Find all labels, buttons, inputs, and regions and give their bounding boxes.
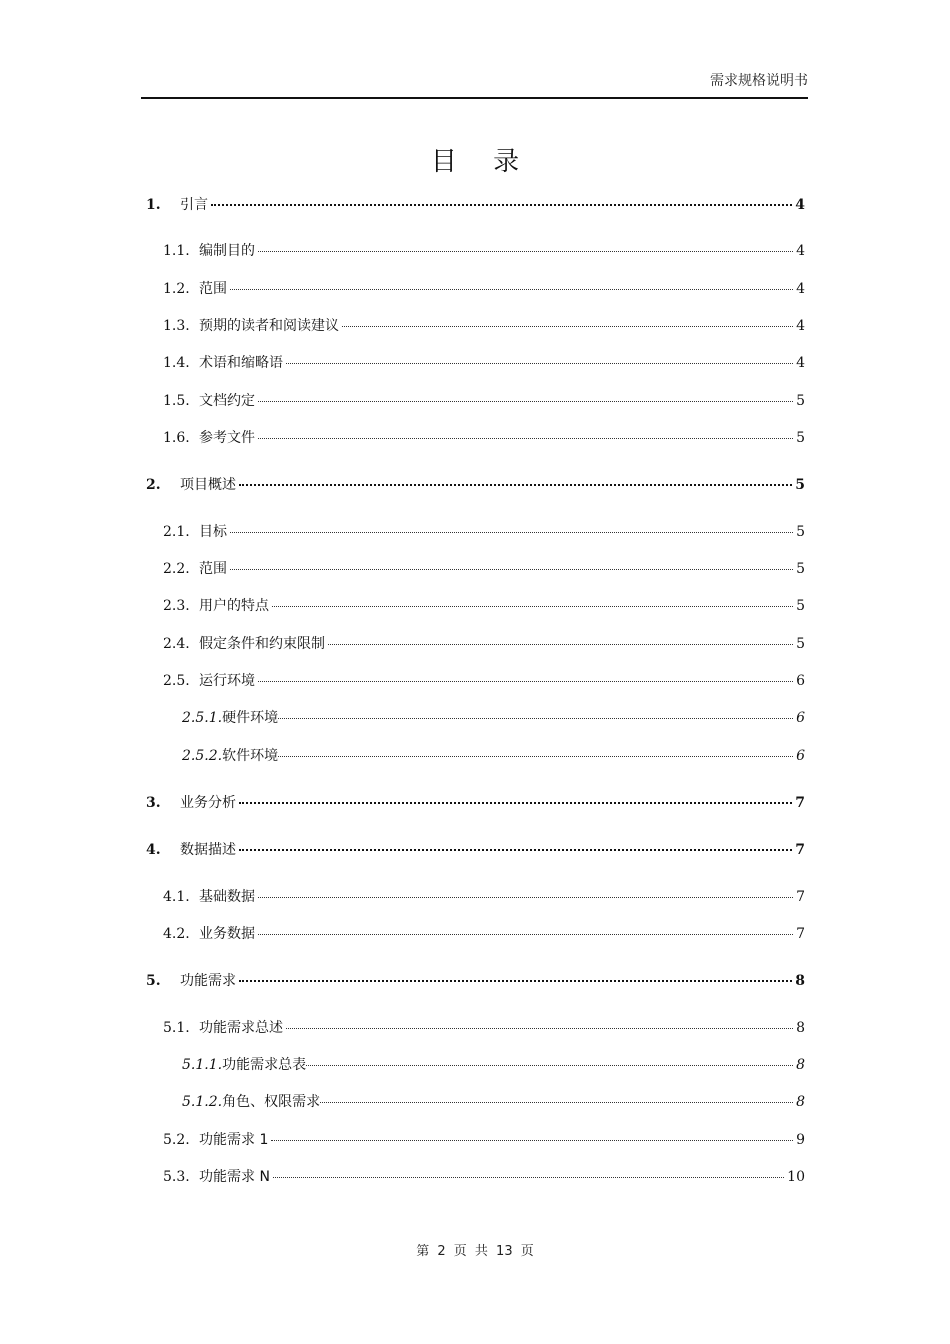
toc-entry[interactable] (146, 970, 805, 992)
toc-entry-number: 4.2. (163, 926, 190, 942)
toc-leader-dots (230, 532, 793, 533)
toc-entry[interactable] (182, 1091, 805, 1113)
toc-entry-text: 假定条件和约束限制 (199, 636, 325, 652)
toc-entry-page: 8 (796, 1057, 805, 1073)
toc-leader-dots (328, 644, 793, 645)
toc-entry[interactable] (163, 1129, 805, 1151)
toc-title: 目 录 (430, 147, 534, 178)
toc-entry-page: 6 (796, 673, 805, 689)
toc-entry-page: 5 (796, 430, 805, 446)
toc-entry-number: 1.5. (163, 393, 190, 409)
toc-leader-dots (306, 1065, 793, 1066)
toc-entry[interactable] (146, 194, 805, 216)
toc-entry-page: 4 (795, 197, 805, 213)
toc-entry-text: 项目概述 (180, 477, 236, 493)
toc-entry-number: 4.1. (163, 889, 190, 905)
toc-leader-dots (258, 897, 793, 898)
toc-leader-dots (272, 606, 793, 607)
toc-entry-page: 8 (796, 1094, 805, 1110)
toc-entry[interactable] (163, 315, 805, 337)
toc-entry-number: 2.5.1. (182, 710, 223, 726)
toc-entry-number: 4. (146, 842, 161, 858)
toc-leader-dots (258, 251, 793, 252)
toc-entry-text: 业务分析 (180, 795, 236, 811)
toc-entry-page: 5 (795, 477, 805, 493)
toc-entry-text: 业务数据 (199, 926, 255, 942)
toc-entry-number: 1.6. (163, 430, 190, 446)
toc-leader-dots (211, 204, 792, 206)
toc-entry-text: 引言 (180, 197, 208, 213)
toc-leader-dots (230, 569, 793, 570)
toc-entry-number: 2.5. (163, 673, 190, 689)
toc-entry-number: 2.3. (163, 598, 190, 614)
toc-entry-page: 8 (795, 973, 805, 989)
toc-entry-page: 4 (796, 281, 805, 297)
toc-entry-text: 术语和缩略语 (199, 355, 283, 371)
toc-entry-text: 编制目的 (199, 243, 255, 259)
toc-entry-number: 5.1. (163, 1020, 190, 1036)
toc-entry-number: 2.4. (163, 636, 190, 652)
toc-entry-page: 5 (796, 393, 805, 409)
toc-entry[interactable] (182, 745, 805, 767)
toc-entry-page: 6 (796, 748, 805, 764)
toc-entry-text: 目标 (199, 524, 227, 540)
toc-entry[interactable] (182, 1054, 805, 1076)
header-doc-title: 需求规格说明书 (710, 73, 808, 89)
toc-entry[interactable] (163, 633, 805, 655)
toc-entry-text: 预期的读者和阅读建议 (199, 318, 339, 334)
toc-entry-number: 2.5.2. (182, 748, 223, 764)
toc-leader-dots (342, 326, 793, 327)
toc-entry-number: 1.1. (163, 243, 190, 259)
toc-entry-number: 1.3. (163, 318, 190, 334)
toc-entry-number: 1.2. (163, 281, 190, 297)
toc-leader-dots (273, 1177, 784, 1178)
toc-entry-page: 5 (796, 598, 805, 614)
toc-entry[interactable] (163, 670, 805, 692)
toc-entry[interactable] (163, 390, 805, 412)
toc-entry-page: 5 (796, 561, 805, 577)
toc-entry-text: 运行环境 (199, 673, 255, 689)
toc-entry-page: 7 (796, 889, 805, 905)
toc-entry-text: 参考文件 (199, 430, 255, 446)
toc-entry-page: 7 (795, 842, 805, 858)
toc-entry[interactable] (163, 558, 805, 580)
toc-leader-dots (258, 681, 793, 682)
toc-entry[interactable] (163, 1017, 805, 1039)
toc-entry-text: 功能需求 1 (199, 1132, 269, 1148)
toc-entry[interactable] (163, 1166, 805, 1188)
toc-entry-page: 7 (795, 795, 805, 811)
toc-entry-page: 10 (787, 1169, 805, 1185)
toc-entry-text: 硬件环境 (222, 710, 279, 726)
toc-entry-number: 2. (146, 477, 161, 493)
toc-leader-dots (239, 980, 792, 982)
toc-entry-text: 功能需求总述 (199, 1020, 283, 1036)
toc-leader-dots (320, 1102, 793, 1103)
toc-entry[interactable] (146, 792, 805, 814)
toc-entry-page: 4 (796, 318, 805, 334)
toc-entry[interactable] (182, 707, 805, 729)
toc-entry-text: 角色、权限需求 (222, 1094, 321, 1110)
toc-leader-dots (286, 363, 793, 364)
toc-leader-dots (278, 718, 793, 719)
toc-entry-text: 基础数据 (199, 889, 255, 905)
toc-entry-page: 4 (796, 243, 805, 259)
toc-entry[interactable] (163, 886, 805, 908)
toc-entry-number: 2.2. (163, 561, 190, 577)
toc-entry-text: 功能需求 N (199, 1169, 270, 1185)
toc-entry[interactable] (163, 427, 805, 449)
toc-entry-number: 3. (146, 795, 161, 811)
toc-entry-page: 7 (796, 926, 805, 942)
toc-leader-dots (239, 802, 792, 804)
toc-leader-dots (239, 484, 792, 486)
toc-entry-text: 功能需求总表 (222, 1057, 307, 1073)
toc-entry[interactable] (146, 474, 805, 496)
toc-entry-page: 9 (796, 1132, 805, 1148)
toc-entry-text: 数据描述 (180, 842, 236, 858)
toc-leader-dots (239, 849, 792, 851)
toc-entry-text: 范围 (199, 561, 227, 577)
toc-leader-dots (258, 401, 793, 402)
toc-entry-number: 2.1. (163, 524, 190, 540)
toc-entry[interactable] (163, 240, 805, 262)
toc-leader-dots (258, 934, 793, 935)
toc-entry-page: 6 (796, 710, 805, 726)
toc-entry-page: 5 (796, 524, 805, 540)
toc-entry-text: 软件环境 (222, 748, 279, 764)
toc-entry-number: 5.1.2. (182, 1094, 223, 1110)
toc-entry-page: 4 (796, 355, 805, 371)
toc-entry[interactable] (163, 923, 805, 945)
toc-entry-number: 5.1.1. (182, 1057, 223, 1073)
toc-leader-dots (278, 756, 793, 757)
toc-leader-dots (271, 1140, 793, 1141)
toc-leader-dots (286, 1028, 793, 1029)
toc-entry-text: 功能需求 (180, 973, 236, 989)
toc-entry-number: 5.3. (163, 1169, 190, 1185)
toc-entry[interactable] (163, 278, 805, 300)
page-footer: 第 2 页 共 13 页 (416, 1244, 534, 1259)
toc-entry[interactable] (163, 352, 805, 374)
toc-entry-page: 5 (796, 636, 805, 652)
toc-entry-number: 5.2. (163, 1132, 190, 1148)
toc-leader-dots (230, 289, 793, 290)
toc-entry-text: 范围 (199, 281, 227, 297)
toc-leader-dots (258, 438, 793, 439)
toc-entry-text: 文档约定 (199, 393, 255, 409)
toc-entry[interactable] (146, 839, 805, 861)
toc-entry-number: 1. (146, 197, 161, 213)
toc-entry[interactable] (163, 521, 805, 543)
toc-entry-page: 8 (796, 1020, 805, 1036)
toc-entry-number: 5. (146, 973, 161, 989)
toc-entry-text: 用户的特点 (199, 598, 269, 614)
toc-entry[interactable] (163, 595, 805, 617)
toc-entry-number: 1.4. (163, 355, 190, 371)
